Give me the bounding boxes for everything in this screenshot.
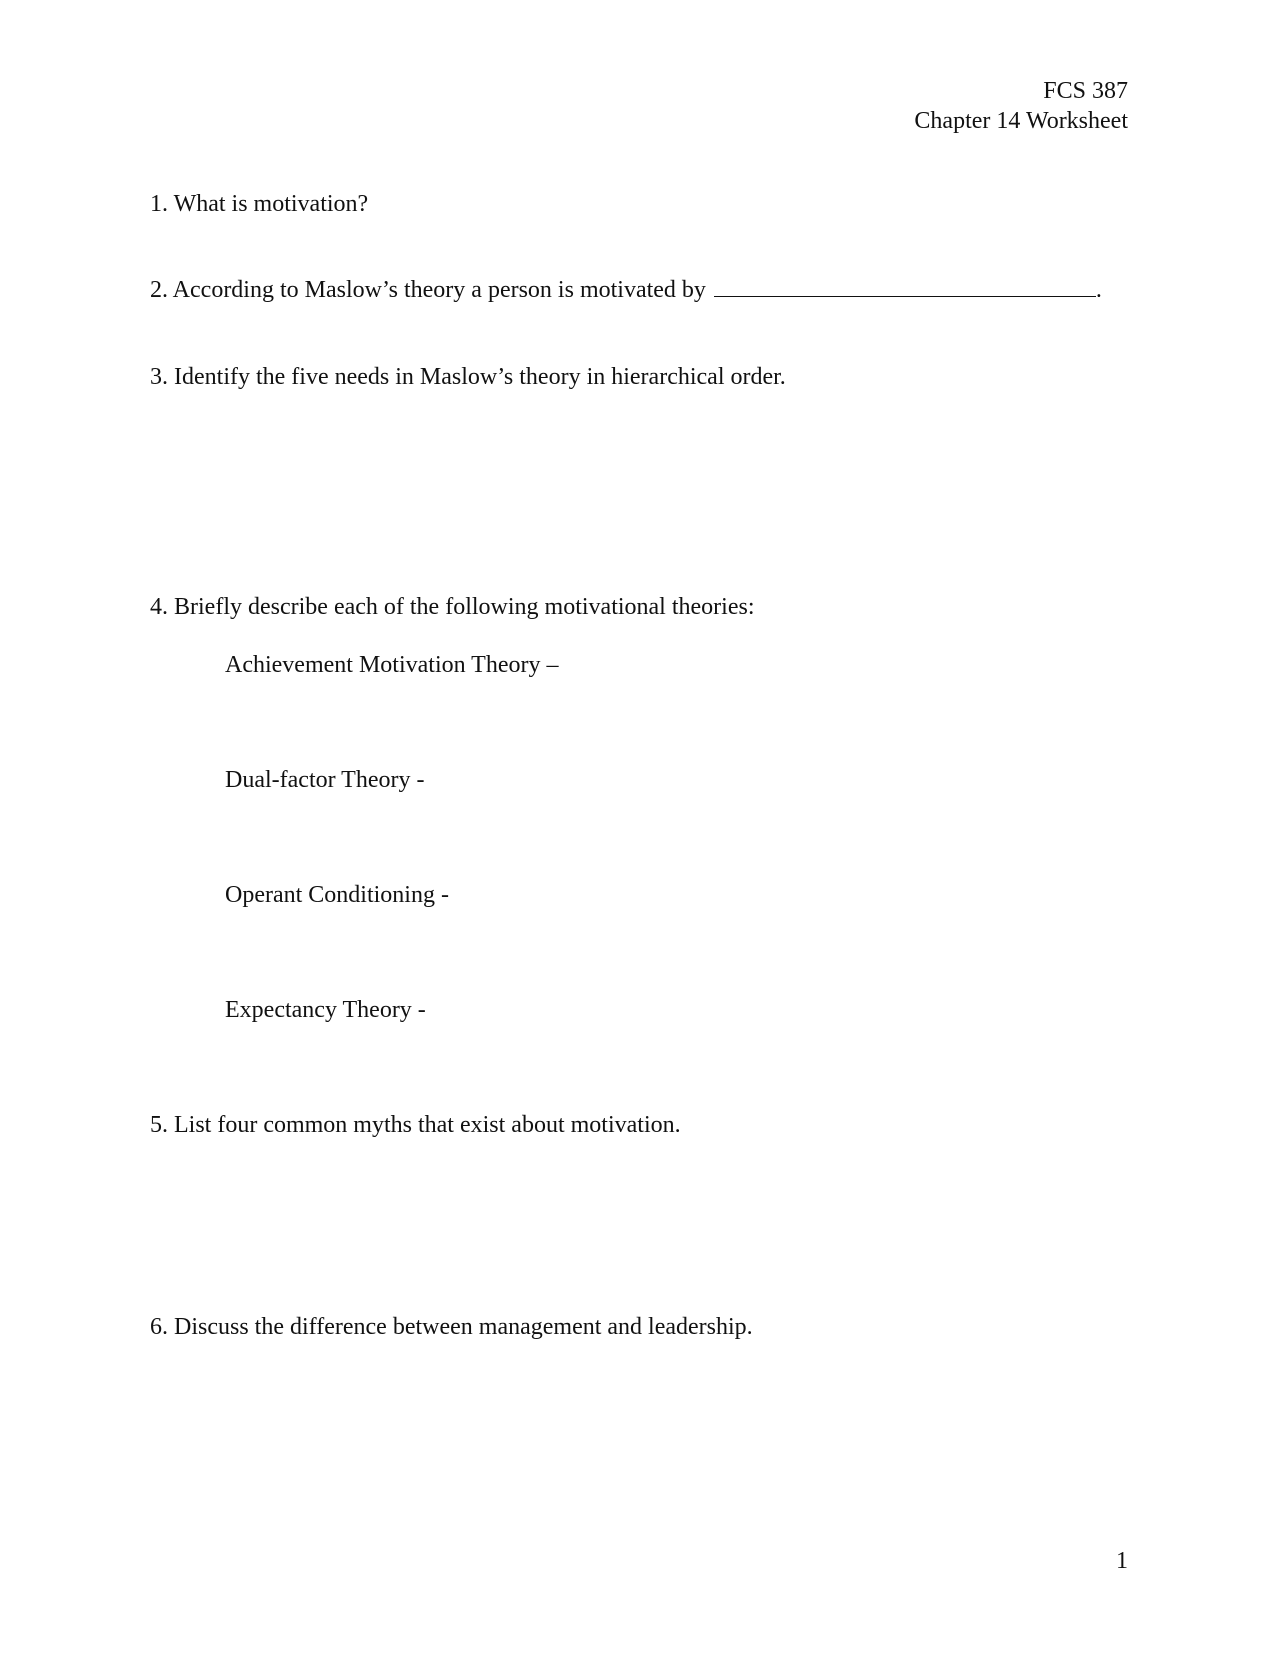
page-header (914, 76, 1128, 136)
question-1: 1. What is motivation? (150, 191, 369, 217)
question-4: 4. Briefly describe each of the following motivational theories: (150, 594, 755, 620)
question-2-text: 2. According to Maslow’s theory a person is motivated by (150, 277, 706, 303)
question-2-answer-blank[interactable] (714, 276, 1096, 297)
page-number: 1 (1116, 1548, 1128, 1574)
theory-item-achievement: Achievement Motivation Theory – (225, 652, 559, 678)
question-2 (150, 275, 1102, 305)
theory-item-expectancy: Expectancy Theory - (225, 997, 426, 1023)
theory-item-operant: Operant Conditioning - (225, 882, 449, 908)
question-5: 5. List four common myths that exist about motivation. (150, 1112, 681, 1138)
course-code: FCS 387 (1043, 78, 1128, 104)
theory-item-dual-factor: Dual-factor Theory - (225, 767, 425, 793)
question-6: 6. Discuss the difference between management and leadership. (150, 1314, 753, 1340)
worksheet-title: Chapter 14 Worksheet (914, 108, 1128, 134)
question-3: 3. Identify the five needs in Maslow’s theory in hierarchical order. (150, 364, 786, 390)
question-2-period: . (1095, 277, 1102, 303)
